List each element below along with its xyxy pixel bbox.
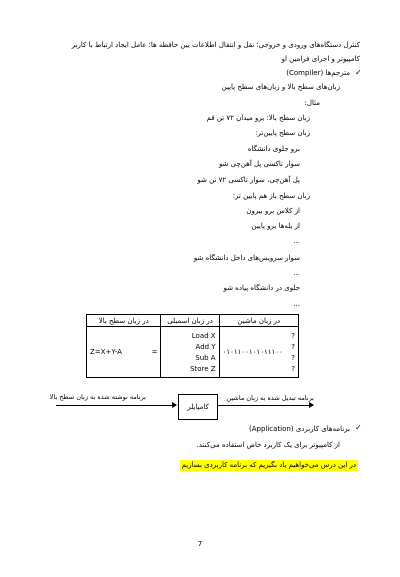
high-level-expression: Z=X+Y-A [90, 348, 122, 356]
line-ellipsis-1: ... [293, 237, 300, 245]
arrow-out-of-compiler [217, 405, 313, 406]
machine-q: ? [291, 364, 295, 373]
assembly-line: Load X [191, 331, 216, 340]
paragraph-line-2: کامپیوتر و اجرای فرامین او [281, 55, 360, 63]
line-taxi-2: پل آهن‌چی، سوار تاکسی ۷۲ تن شو [197, 176, 300, 184]
line-ellipsis-2: ... [293, 269, 300, 277]
header-assembly: در زبان اسمبلی [161, 315, 219, 327]
equals-sign: = [151, 348, 158, 356]
line-leave-class: از کلاس برو بیرون [246, 207, 300, 215]
line-ellipsis-3: ... [293, 300, 300, 308]
language-comparison-table [86, 314, 299, 378]
assembly-line: Store Z [190, 364, 216, 373]
compiler-box [178, 394, 218, 420]
line-high-level: زبان سطح بالا: برو میدان ۷۲ تن قم [206, 114, 310, 122]
diagram-input-label: برنامه نوشته شده به زبان سطح بالا [49, 393, 146, 401]
assembly-line: Add Y [195, 342, 216, 351]
line-get-off: جلوی در دانشگاه پیاده شو [223, 284, 300, 292]
cell-machine [219, 327, 298, 378]
line-even-lower: زبان سطح باز هم پایین تر: [232, 192, 310, 200]
machine-q: ? [291, 342, 295, 351]
line-go-front: برو جلوی دانشگاه [247, 145, 300, 153]
compilers-heading: مترجم‌ها (Compiler) [286, 69, 350, 77]
header-machine: در زبان ماشین [219, 315, 298, 327]
line-lower-level: زبان سطح پایین‌تر: [255, 129, 310, 137]
line-language-levels: زبان‌های سطح بالا و زبان‌های سطح پایین [221, 83, 340, 91]
line-taxi-1: سوار تاکسی پل آهن‌چی شو [218, 160, 300, 168]
arrow-into-compiler [56, 405, 176, 406]
assembly-line: Sub A [195, 353, 216, 362]
check-icon: ✓ [355, 423, 362, 432]
diagram-output-label: برنامه تبدیل شده به زبان ماشین [226, 394, 314, 402]
application-description: از کامپیوتر برای یک کاربرد خاص استفاده می‌کنند. [196, 441, 340, 449]
page-number: 7 [197, 540, 203, 548]
machine-q: ? [291, 331, 295, 340]
machine-code: ۰۱۰۱۱۰۰۱۰۱۰۱۱۱۰۰ [222, 348, 283, 356]
cell-assembly [161, 327, 219, 378]
line-university-bus: سوار سرویس‌های داخل دانشگاه شو [193, 254, 300, 262]
compiler-diagram [49, 388, 316, 426]
header-high-level: در زبان سطح بالا [87, 315, 161, 327]
compiler-box-label: کامپایلر [187, 403, 209, 411]
paragraph-line-1: کنترل دستگاه‌های ورودی و خروجی؛ نقل و انتقال اطلاعات بین حافظه ها؛ عامل ایجاد ارتباط با کاربر [71, 41, 360, 49]
line-example: مثال: [304, 99, 320, 107]
check-icon: ✓ [355, 68, 362, 77]
line-go-down-stairs: از پله‌ها برو پایین [251, 222, 300, 230]
application-heading: برنامه‌های کاربردی (Application) [249, 425, 350, 433]
machine-q: ? [291, 353, 295, 362]
highlighted-goal: در این درس می‌خواهیم یاد بگیریم که برنامه کاربردی بسازیم [181, 461, 356, 469]
cell-high-level [87, 327, 161, 378]
